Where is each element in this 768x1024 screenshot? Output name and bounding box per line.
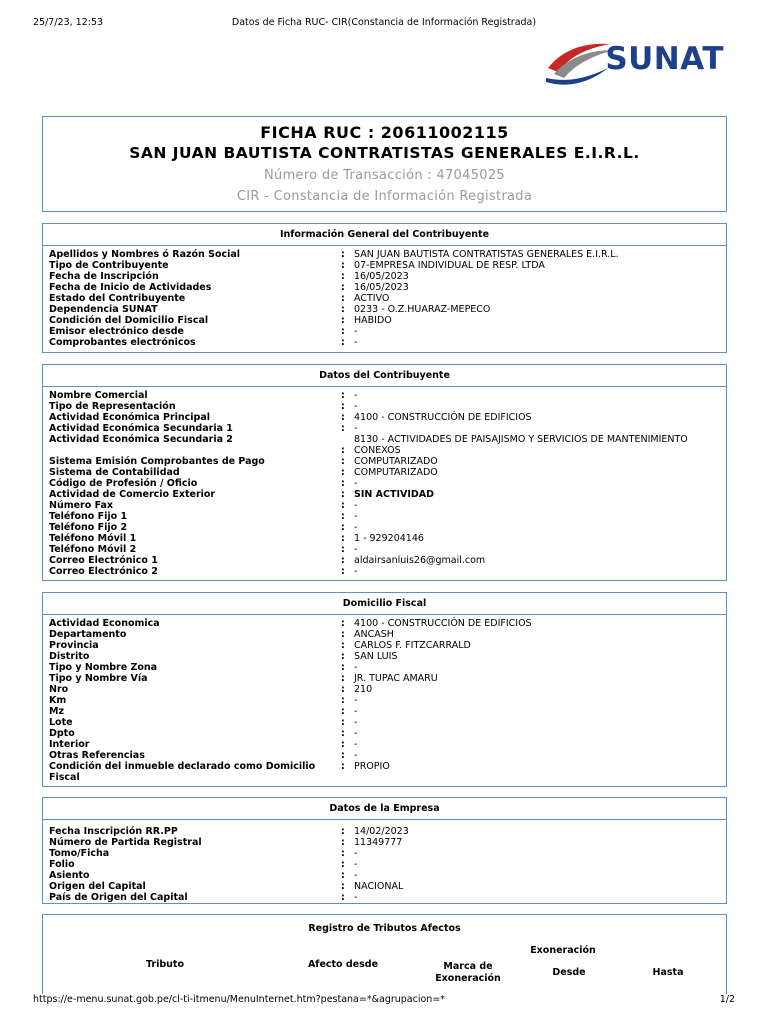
field-row [49, 511, 720, 522]
field-separator: : [341, 881, 345, 892]
field-label: Sistema Emisión Comprobantes de Pago [49, 456, 265, 467]
field-label: Fecha de Inscripción [49, 271, 159, 282]
section-datos-empresa [42, 797, 727, 904]
field-value: 4100 - CONSTRUCCIÓN DE EDIFICIOS [354, 618, 532, 629]
col-exoneracion: Exoneración [530, 945, 596, 956]
field-row [49, 500, 720, 511]
col-hasta: Hasta [652, 967, 684, 978]
field-label: Otras Referencias [49, 750, 145, 761]
field-separator: : [341, 717, 345, 728]
field-value: NACIONAL [354, 881, 404, 892]
field-value: - [354, 859, 358, 870]
field-value: - [354, 511, 358, 522]
field-label: Teléfono Fijo 1 [49, 511, 128, 522]
field-label: Origen del Capital [49, 881, 146, 892]
field-separator: : [341, 706, 345, 717]
field-separator: : [341, 684, 345, 695]
field-value: - [354, 750, 358, 761]
field-separator: : [341, 401, 345, 412]
field-value: 16/05/2023 [354, 271, 409, 282]
field-label: Nro [49, 684, 69, 695]
field-separator: : [341, 859, 345, 870]
field-row [49, 629, 720, 640]
section-title: Datos del Contribuyente [43, 365, 726, 387]
ficha-ruc-title: FICHA RUC : 20611002115 [260, 123, 509, 142]
field-label: País de Origen del Capital [49, 892, 188, 903]
field-label: Folio [49, 859, 75, 870]
field-label: Lote [49, 717, 73, 728]
field-value: 1 - 929204146 [354, 533, 424, 544]
section-registro-tributos [42, 914, 727, 994]
field-value: SIN ACTIVIDAD [354, 489, 434, 500]
field-label: Tipo de Contribuyente [49, 260, 169, 271]
field-row [49, 728, 720, 739]
field-value: - [354, 566, 358, 577]
field-row [49, 401, 720, 412]
field-separator: : [341, 282, 345, 293]
field-row [49, 249, 720, 260]
field-value: PROPIO [354, 761, 390, 772]
print-url: https://e-menu.sunat.gob.pe/cl-ti-itmenu/MenuInternet.htm?pestana=*&agrupacion=* [33, 994, 446, 1005]
field-value: - [354, 717, 358, 728]
field-separator: : [341, 445, 345, 456]
field-label: Condición del Domicilio Fiscal [49, 315, 209, 326]
ficha-header [42, 116, 727, 212]
field-value: 0233 - O.Z.HUARAZ-MEPECO [354, 304, 491, 315]
field-separator: : [341, 423, 345, 434]
field-label: Km [49, 695, 67, 706]
field-label: Tomo/Ficha [49, 848, 110, 859]
field-label: Mz [49, 706, 64, 717]
field-value: - [354, 848, 358, 859]
sunat-logo-text: SUNAT [605, 41, 724, 77]
field-separator [341, 434, 354, 445]
field-separator: : [341, 412, 345, 423]
field-row [49, 870, 720, 881]
field-row [49, 390, 720, 401]
print-title: Datos de Ficha RUC- CIR(Constancia de Información Registrada) [231, 17, 537, 28]
field-label: Fecha Inscripción RR.PP [49, 826, 178, 837]
field-label: Tipo y Nombre Zona [49, 662, 158, 673]
field-label: Actividad Economica [49, 618, 160, 629]
field-label: Actividad Económica Principal [49, 412, 211, 423]
field-value: - [354, 478, 358, 489]
field-value: 4100 - CONSTRUCCIÓN DE EDIFICIOS [354, 412, 532, 423]
field-label: Correo Electrónico 2 [49, 566, 158, 577]
field-label: Dependencia SUNAT [49, 304, 158, 315]
field-value: - [354, 695, 358, 706]
field-separator: : [341, 533, 345, 544]
field-separator: : [341, 500, 345, 511]
field-row [49, 282, 720, 293]
print-datetime: 25/7/23, 12:53 [33, 17, 104, 28]
field-label: Comprobantes electrónicos [49, 337, 196, 348]
field-label: Distrito [49, 651, 90, 662]
field-row [49, 489, 720, 500]
field-separator: : [341, 870, 345, 881]
field-row [49, 423, 720, 434]
field-value: - [354, 337, 358, 348]
col-tributo: Tributo [145, 959, 184, 970]
field-separator: : [341, 566, 345, 577]
field-label: Tipo y Nombre Vía [49, 673, 148, 684]
field-separator: : [341, 315, 345, 326]
field-label: Correo Electrónico 1 [49, 555, 158, 566]
field-value: - [354, 662, 358, 673]
field-label: Tipo de Representación [49, 401, 176, 412]
field-row [49, 750, 720, 761]
field-row [49, 337, 720, 348]
field-value: COMPUTARIZADO [354, 456, 438, 467]
field-label: Actividad Económica Secundaria 1 [49, 423, 233, 434]
field-label: Apellidos y Nombres ó Razón Social [49, 249, 241, 260]
field-separator: : [341, 892, 345, 903]
field-separator: : [341, 544, 345, 555]
field-row [49, 434, 720, 445]
field-row [49, 695, 720, 706]
field-label: Teléfono Móvil 2 [49, 544, 137, 555]
field-value: COMPUTARIZADO [354, 467, 438, 478]
field-value: SAN JUAN BAUTISTA CONTRATISTAS GENERALES E.I.R.L. [354, 249, 619, 260]
field-value: 16/05/2023 [354, 282, 409, 293]
field-separator: : [341, 522, 345, 533]
field-row [49, 260, 720, 271]
field-separator: : [341, 673, 345, 684]
field-separator: : [341, 390, 345, 401]
field-value: - [354, 706, 358, 717]
field-label: Actividad Económica Secundaria 2 [49, 434, 233, 445]
section-datos-contribuyente [42, 364, 727, 581]
field-row [49, 859, 720, 870]
field-separator: : [341, 640, 345, 651]
section-informacion-general [42, 223, 727, 353]
field-value: - [354, 728, 358, 739]
section-rows [43, 387, 726, 577]
col-afecto-desde: Afecto desde [307, 959, 379, 970]
field-label: Provincia [49, 640, 99, 651]
field-separator: : [341, 489, 345, 500]
section-rows [43, 246, 726, 348]
field-row [49, 544, 720, 555]
field-value: - [354, 522, 358, 533]
field-row [49, 706, 720, 717]
section-domicilio-fiscal [42, 592, 727, 787]
field-row [49, 848, 720, 859]
field-separator: : [341, 456, 345, 467]
field-label: Número de Partida Registral [49, 837, 202, 848]
field-row [49, 673, 720, 684]
field-row [49, 892, 720, 903]
sunat-logo [544, 38, 724, 86]
tributos-title: Registro de Tributos Afectos [308, 923, 461, 934]
field-value: ANCASH [354, 629, 394, 640]
field-row [49, 651, 720, 662]
field-label: Emisor electrónico desde [49, 326, 184, 337]
field-value: CARLOS F. FITZCARRALD [354, 640, 471, 651]
field-row [49, 739, 720, 750]
field-value: aldairsanluis26@gmail.com [354, 555, 486, 566]
field-separator: : [341, 271, 345, 282]
field-separator: : [341, 739, 345, 750]
field-value: SAN LUIS [354, 651, 398, 662]
field-separator: : [341, 304, 345, 315]
field-value: HABIDO [354, 315, 392, 326]
field-separator: : [341, 761, 345, 772]
print-header [33, 17, 735, 29]
field-separator: : [341, 467, 345, 478]
field-row [49, 326, 720, 337]
field-row [49, 881, 720, 892]
field-label: Teléfono Móvil 1 [49, 533, 137, 544]
cir-subtitle: CIR - Constancia de Información Registrada [236, 189, 533, 204]
field-value: 14/02/2023 [354, 826, 409, 837]
field-separator: : [341, 750, 345, 761]
field-label: Nombre Comercial [49, 390, 148, 401]
field-value: - [354, 739, 358, 750]
field-separator: : [341, 555, 345, 566]
field-separator: : [341, 249, 345, 260]
field-row [49, 555, 720, 566]
field-row [49, 467, 720, 478]
section-title: Datos de la Empresa [43, 798, 726, 820]
field-separator: : [341, 293, 345, 304]
field-separator: : [341, 837, 345, 848]
field-separator: : [341, 651, 345, 662]
section-title: Domicilio Fiscal [43, 593, 726, 615]
field-value: 11349777 [354, 837, 403, 848]
field-row [49, 618, 720, 629]
page-number: 1/2 [719, 994, 735, 1005]
field-label: Teléfono Fijo 2 [49, 522, 128, 533]
field-separator: : [341, 662, 345, 673]
field-label: Sistema de Contabilidad [49, 467, 180, 478]
field-row [49, 522, 720, 533]
col-desde: Desde [552, 967, 586, 978]
field-separator: : [341, 848, 345, 859]
field-value: 210 [354, 684, 373, 695]
field-value: - [354, 401, 358, 412]
field-row [49, 837, 720, 848]
field-value: 07-EMPRESA INDIVIDUAL DE RESP. LTDA [354, 260, 545, 271]
field-label: Actividad de Comercio Exterior [49, 489, 216, 500]
transaction-number: Número de Transacción : 47045025 [264, 168, 505, 183]
field-separator: : [341, 826, 345, 837]
field-value: CONEXOS [354, 445, 401, 456]
field-separator: : [341, 728, 345, 739]
field-label: Condición del inmueble declarado como Domicilio Fiscal [49, 761, 316, 783]
field-value: - [354, 892, 358, 903]
field-row [49, 662, 720, 673]
company-name: SAN JUAN BAUTISTA CONTRATISTAS GENERALES E.I.R.L. [129, 144, 640, 162]
field-row [49, 761, 720, 783]
field-label: Estado del Contribuyente [49, 293, 186, 304]
field-row [49, 456, 720, 467]
field-separator: : [341, 629, 345, 640]
field-separator: : [341, 618, 345, 629]
field-row [49, 640, 720, 651]
section-rows [43, 615, 726, 783]
field-row [49, 315, 720, 326]
section-rows [43, 820, 726, 903]
field-separator: : [341, 337, 345, 348]
field-separator: : [341, 695, 345, 706]
field-label: Código de Profesión / Oficio [49, 478, 198, 489]
field-label: Número Fax [49, 500, 114, 511]
field-value: 8130 - ACTIVIDADES DE PAISAJISMO Y SERVICIOS DE MANTENIMIENTO [354, 434, 688, 445]
field-row [49, 304, 720, 315]
field-row [49, 478, 720, 489]
field-row [49, 566, 720, 577]
field-separator: : [341, 511, 345, 522]
field-label: Dpto [49, 728, 75, 739]
field-row [49, 445, 720, 456]
col-marca-exoneracion: Marca de Exoneración [435, 961, 501, 984]
field-value: - [354, 423, 358, 434]
field-row [49, 533, 720, 544]
field-row [49, 717, 720, 728]
field-label: Fecha de Inicio de Actividades [49, 282, 212, 293]
field-value: - [354, 544, 358, 555]
field-label: Departamento [49, 629, 127, 640]
field-row [49, 412, 720, 423]
field-separator: : [341, 478, 345, 489]
field-value: - [354, 870, 358, 881]
field-label: Interior [49, 739, 90, 750]
field-row [49, 684, 720, 695]
field-label [49, 445, 341, 456]
field-row [49, 271, 720, 282]
field-value: - [354, 326, 358, 337]
field-label: Asiento [49, 870, 90, 881]
field-separator: : [341, 260, 345, 271]
field-value: ACTIVO [354, 293, 390, 304]
field-separator: : [341, 326, 345, 337]
section-title: Información General del Contribuyente [43, 224, 726, 246]
field-row [49, 826, 720, 837]
field-row [49, 293, 720, 304]
field-value: - [354, 500, 358, 511]
field-value: JR. TUPAC AMARU [354, 673, 438, 684]
field-value: - [354, 390, 358, 401]
